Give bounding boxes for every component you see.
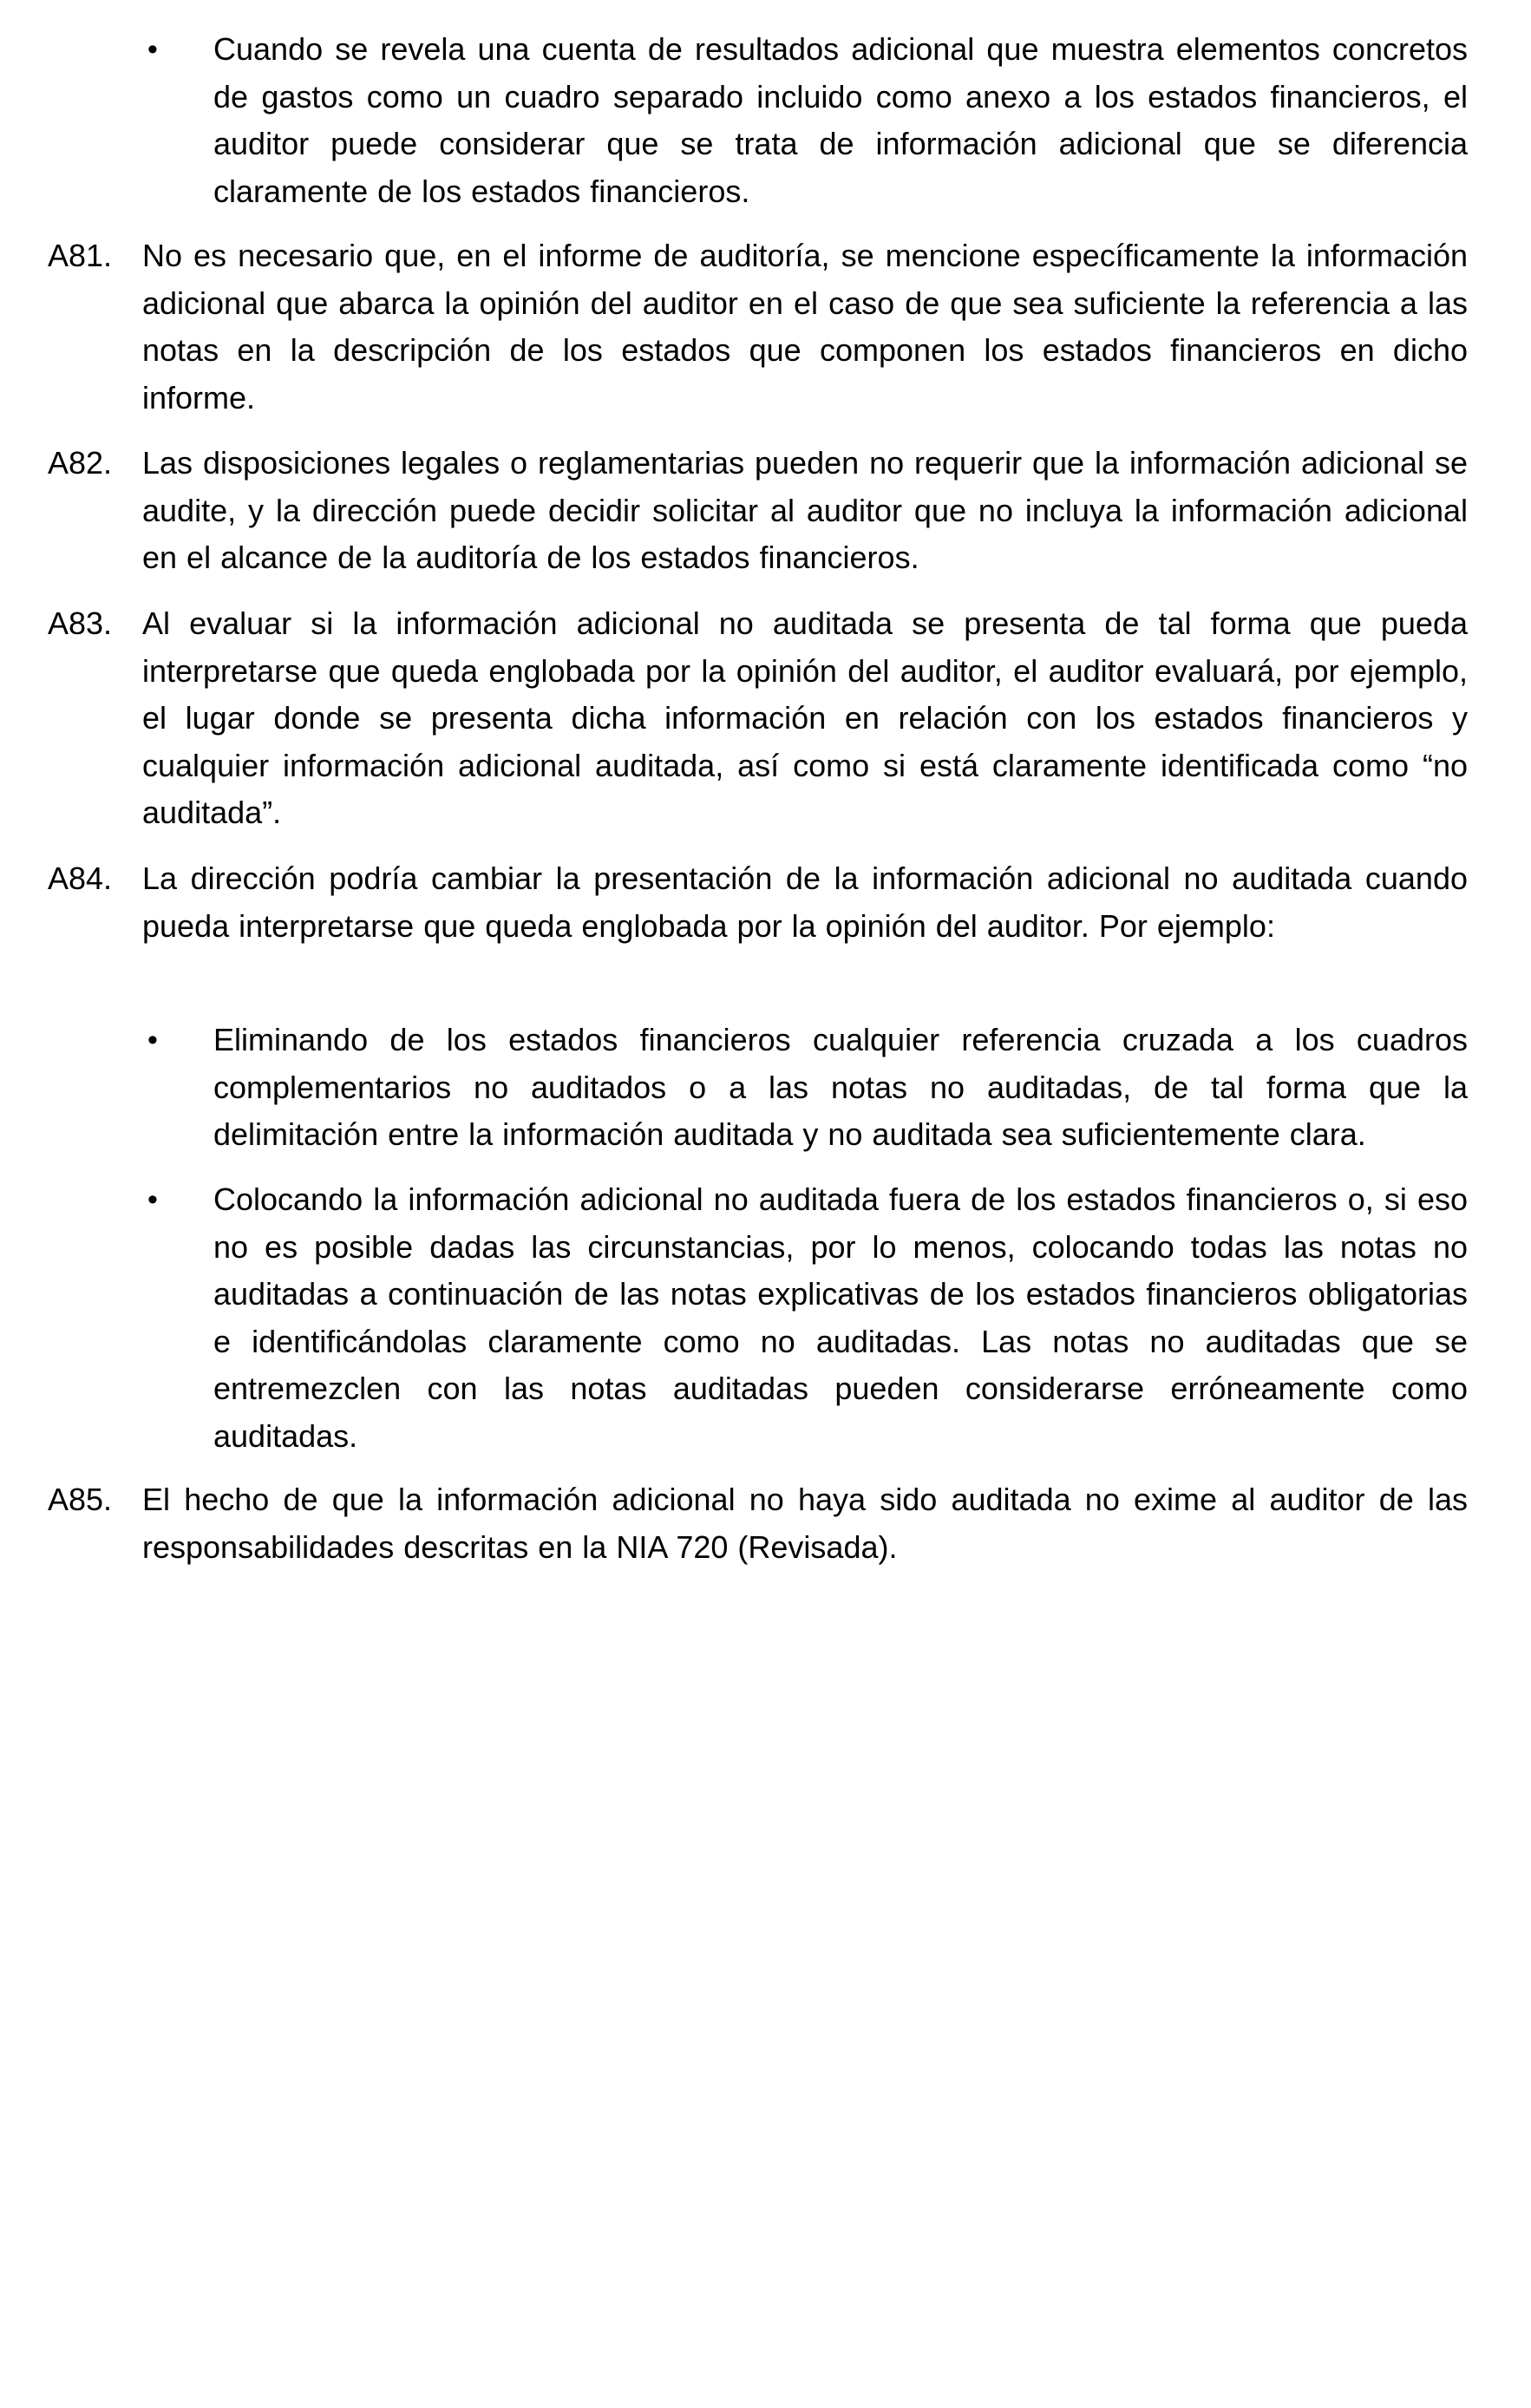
paragraph-number: A85. [48, 1482, 113, 1517]
paragraph-number: A81. [48, 238, 113, 273]
paragraph-number: A83. [48, 605, 113, 641]
bullet-marker: • [147, 1183, 158, 1216]
bullet-item: Cuando se revela una cuenta de resultados adicional que muestra elementos concretos de gastos como un cuadro separado incluido como anexo a los estados financieros, el auditor puede considerar que se trata de información adicional que se diferencia claramente de los estados financieros. [213, 31, 1468, 209]
paragraph-number: A84. [48, 860, 113, 896]
paragraph-text: Al evaluar si la información adicional no auditada se presenta de tal forma que pueda interpretarse que queda englobada por la opinión del auditor, el auditor evaluará, por ejemplo, el lugar donde se presenta dicha información en relación con los estados financieros y cualquier información adicional auditada, así como si está claramente identificada como “no auditada”. [142, 605, 1468, 830]
bullet-marker: • [147, 1024, 158, 1057]
paragraph-text: El hecho de que la información adicional no haya sido auditada no exime al auditor de las responsabilidades descritas en la NIA 720 (Revisada). [142, 1482, 1468, 1565]
bullet-item: Colocando la información adicional no auditada fuera de los estados financieros o, si eso no es posible dadas las circunstancias, por lo menos, colocando todas las notas no auditadas a continuación de las notas explicativas de los estados financieros obligatorias e identificándolas claramente como no auditadas. Las notas no auditadas que se entremezclen con las notas auditadas pueden considerarse erróneamente como auditadas. [213, 1181, 1468, 1454]
bullet-item: Eliminando de los estados financieros cualquier referencia cruzada a los cuadros complementarios no auditados o a las notas no auditadas, de tal forma que la delimitación entre la información auditada y no auditada sea suficientemente clara. [213, 1022, 1468, 1152]
paragraph-text: No es necesario que, en el informe de auditoría, se mencione específicamente la información adicional que abarca la opinión del auditor en el caso de que sea suficiente la referencia a las notas en la descripción de los estados que componen los estados financieros en dicho informe. [142, 238, 1468, 416]
paragraph-text: La dirección podría cambiar la presentación de la información adicional no auditada cuando pueda interpretarse que queda englobada por la opinión del auditor. Por ejemplo: [142, 860, 1468, 944]
paragraph-number: A82. [48, 445, 113, 481]
paragraph-text: Las disposiciones legales o reglamentarias pueden no requerir que la información adicional se audite, y la dirección puede decidir solicitar al auditor que no incluya la información adicional en el alcance de la auditoría de los estados financieros. [142, 445, 1468, 575]
bullet-marker: • [147, 33, 158, 66]
